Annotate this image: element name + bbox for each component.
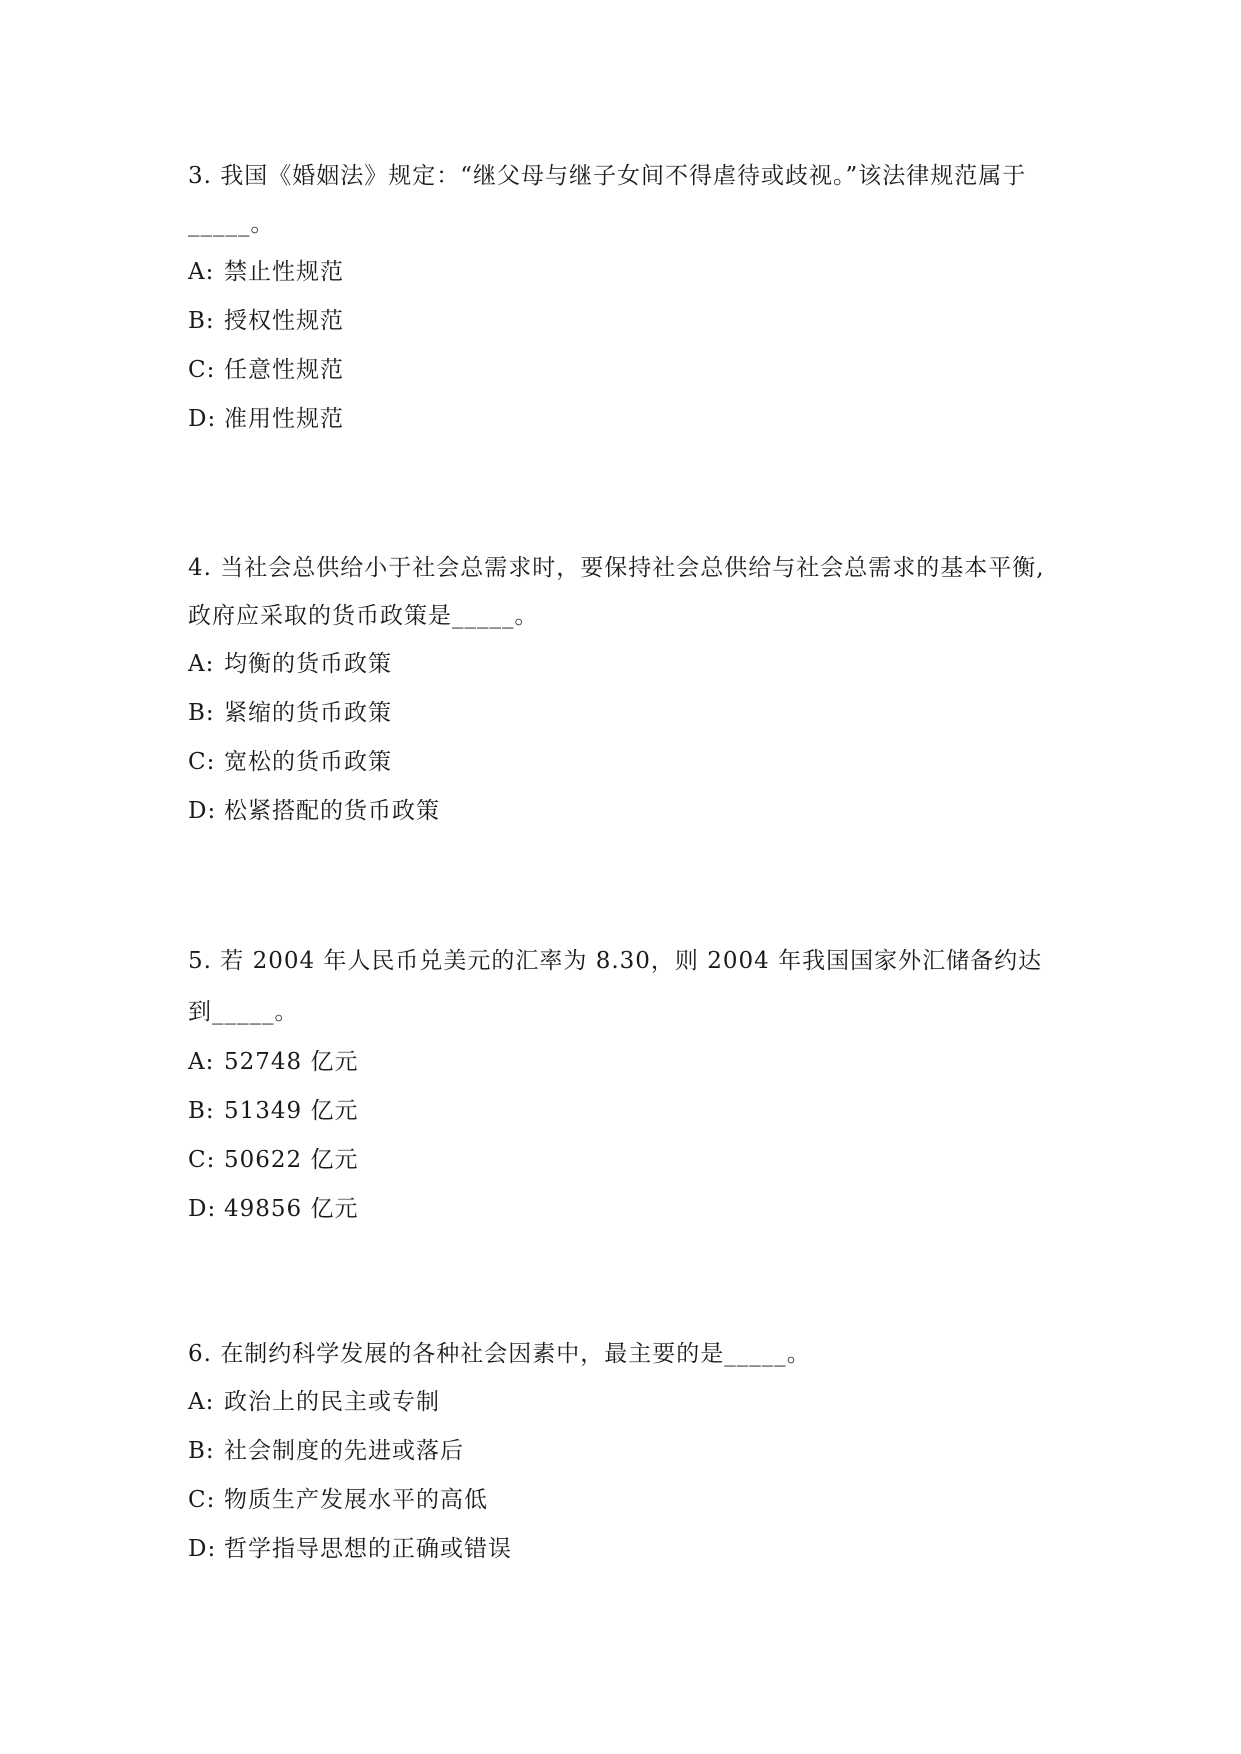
option-letter: C: xyxy=(188,749,216,775)
option-letter: C: xyxy=(188,1487,216,1513)
option-a xyxy=(188,248,1048,297)
option-letter: A: xyxy=(188,259,215,285)
option-letter: D: xyxy=(188,1196,217,1222)
question-stem: 5. 若 2004 年人民币兑美元的汇率为 8.30，则 2004 年我国国家外汇储备约达到_____。 xyxy=(188,948,1043,1025)
option-letter: C: xyxy=(188,1147,216,1173)
option-text: 哲学指导思想的正确或错误 xyxy=(224,1536,512,1562)
option-d xyxy=(188,787,1048,836)
option-d xyxy=(188,395,1048,444)
option-letter: C: xyxy=(188,357,216,383)
question-3 xyxy=(188,152,1048,444)
question-6 xyxy=(188,1330,1048,1574)
option-a xyxy=(188,1378,1048,1427)
option-text: 51349 亿元 xyxy=(224,1098,359,1124)
option-text: 宽松的货币政策 xyxy=(224,749,392,775)
option-text: 物质生产发展水平的高低 xyxy=(224,1487,488,1513)
option-b xyxy=(188,1087,1048,1136)
option-c xyxy=(188,1136,1048,1185)
question-stem: 6. 在制约科学发展的各种社会因素中，最主要的是_____。 xyxy=(188,1341,811,1367)
option-letter: D: xyxy=(188,798,217,824)
option-b xyxy=(188,297,1048,346)
option-a xyxy=(188,1038,1048,1087)
option-d xyxy=(188,1525,1048,1574)
option-b xyxy=(188,1427,1048,1476)
option-text: 准用性规范 xyxy=(224,406,344,432)
option-letter: B: xyxy=(188,308,215,334)
option-text: 禁止性规范 xyxy=(224,259,344,285)
option-text: 授权性规范 xyxy=(224,308,344,334)
question-stem: 4. 当社会总供给小于社会总需求时，要保持社会总供给与社会总需求的基本平衡,政府应采取的货币政策是_____。 xyxy=(188,555,1045,629)
option-letter: D: xyxy=(188,1536,217,1562)
option-text: 松紧搭配的货币政策 xyxy=(224,798,440,824)
question-stem: 3. 我国《婚姻法》规定：“继父母与继子女间不得虐待或歧视。”该法律规范属于_____。 xyxy=(188,163,1027,237)
option-d xyxy=(188,1185,1048,1234)
option-text: 52748 亿元 xyxy=(224,1049,359,1075)
option-a xyxy=(188,640,1048,689)
question-4 xyxy=(188,544,1048,836)
option-text: 均衡的货币政策 xyxy=(224,651,392,677)
option-text: 政治上的民主或专制 xyxy=(224,1389,440,1415)
option-letter: B: xyxy=(188,1098,215,1124)
option-c xyxy=(188,738,1048,787)
option-text: 紧缩的货币政策 xyxy=(224,700,392,726)
option-c xyxy=(188,346,1048,395)
option-letter: D: xyxy=(188,406,217,432)
option-letter: A: xyxy=(188,651,215,677)
option-b xyxy=(188,689,1048,738)
option-letter: A: xyxy=(188,1389,215,1415)
option-text: 49856 亿元 xyxy=(224,1196,359,1222)
option-text: 任意性规范 xyxy=(224,357,344,383)
option-letter: B: xyxy=(188,700,215,726)
option-text: 50622 亿元 xyxy=(224,1147,359,1173)
option-c xyxy=(188,1476,1048,1525)
question-5 xyxy=(188,936,1048,1234)
option-letter: B: xyxy=(188,1438,215,1464)
option-letter: A: xyxy=(188,1049,215,1075)
option-text: 社会制度的先进或落后 xyxy=(224,1438,464,1464)
